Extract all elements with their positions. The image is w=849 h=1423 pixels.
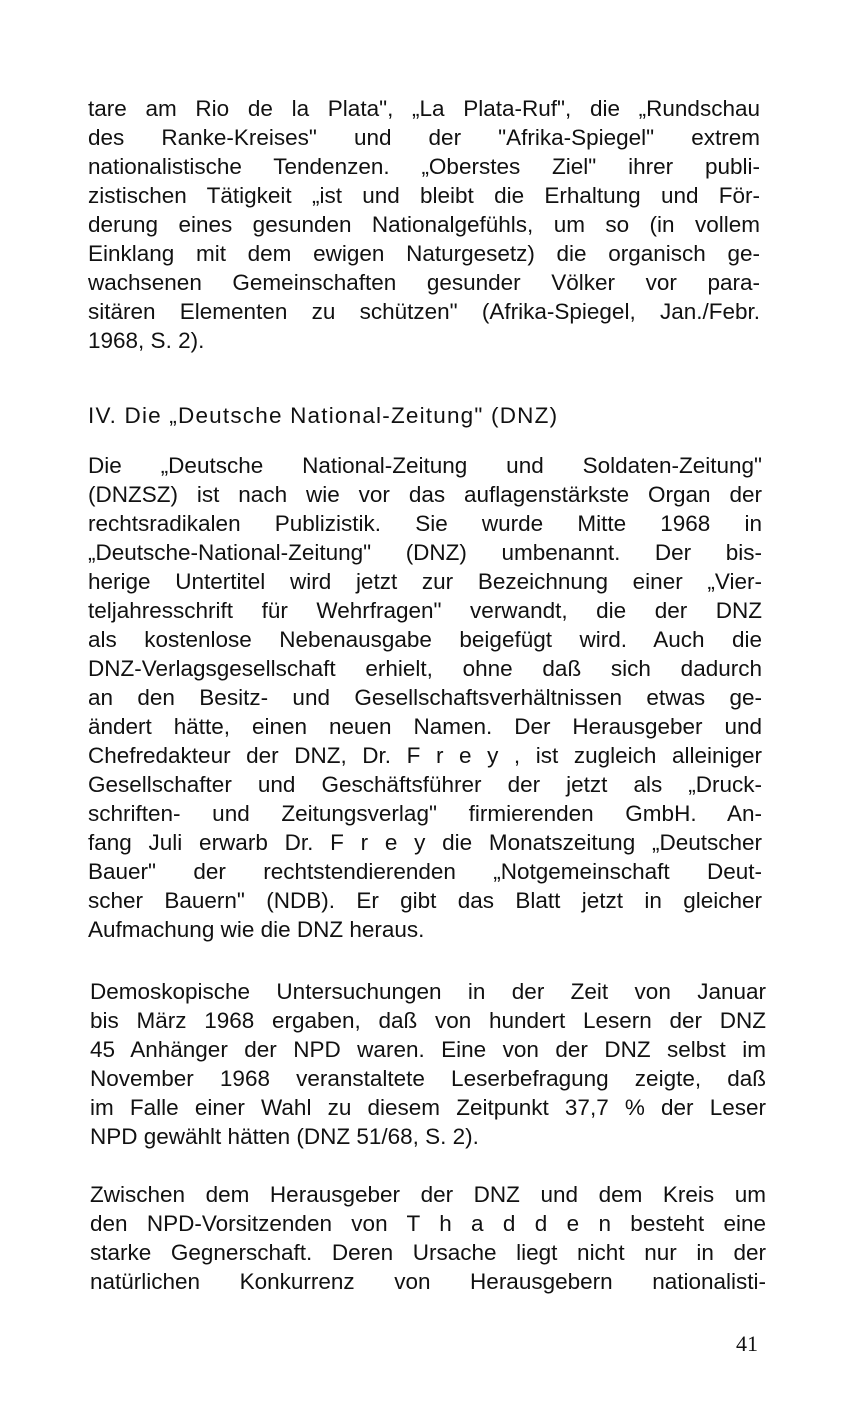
text-line: herige Untertitel wird jetzt zur Bezeichnung einer „Vier- (88, 569, 762, 594)
text-line: Demoskopische Untersuchungen in der Zeit von Januar (90, 979, 766, 1004)
text-line: des Ranke-Kreises" und der "Afrika-Spiegel" extrem (88, 125, 760, 150)
text-line: 45 Anhänger der NPD waren. Eine von der DNZ selbst im (90, 1037, 766, 1062)
text-line: sitären Elementen zu schützen" (Afrika-Spiegel, Jan./Febr. (88, 299, 760, 324)
text-line: bis März 1968 ergaben, daß von hundert Lesern der DNZ (90, 1008, 766, 1033)
section-heading: IV. Die „Deutsche National-Zeitung" (DNZ) (88, 403, 559, 428)
paragraph-1 (88, 94, 760, 355)
text-line: starke Gegnerschaft. Deren Ursache liegt nicht nur in der (90, 1240, 766, 1265)
text-line: Aufmachung wie die DNZ heraus. (88, 917, 425, 942)
text-line: Einklang mit dem ewigen Naturgesetz) die organisch ge- (88, 241, 760, 266)
text-line: DNZ-Verlagsgesellschaft erhielt, ohne daß sich dadurch (88, 656, 762, 681)
text-line: als kostenlose Nebenausgabe beigefügt wird. Auch die (88, 627, 762, 652)
text-line: Chefredakteur der DNZ, Dr. F r e y , ist zugleich alleiniger (88, 743, 762, 768)
text-line: schriften- und Zeitungsverlag" firmierenden GmbH. An- (88, 801, 762, 826)
text-line: (DNZSZ) ist nach wie vor das auflagenstärkste Organ der (88, 482, 762, 507)
page-number: 41 (736, 1331, 758, 1356)
paragraph-4 (90, 1180, 766, 1296)
paragraph-2 (88, 451, 762, 944)
text-line: derung eines gesunden Nationalgefühls, um so (in vollem (88, 212, 760, 237)
text-line: Gesellschafter und Geschäftsführer der jetzt als „Druck- (88, 772, 762, 797)
text-line: natürlichen Konkurrenz von Herausgebern nationalisti- (90, 1269, 766, 1294)
text-line: ändert hätte, einen neuen Namen. Der Herausgeber und (88, 714, 762, 739)
text-line: 1968, S. 2). (88, 328, 205, 353)
text-line: Bauer" der rechtstendierenden „Notgemeinschaft Deut- (88, 859, 762, 884)
paragraph-3 (90, 977, 766, 1151)
text-line: „Deutsche-National-Zeitung" (DNZ) umbenannt. Der bis- (88, 540, 762, 565)
text-line: NPD gewählt hätten (DNZ 51/68, S. 2). (90, 1124, 479, 1149)
text-line: fang Juli erwarb Dr. F r e y die Monatszeitung „Deutscher (88, 830, 762, 855)
text-line: scher Bauern" (NDB). Er gibt das Blatt jetzt in gleicher (88, 888, 762, 913)
text-line: November 1968 veranstaltete Leserbefragung zeigte, daß (90, 1066, 766, 1091)
text-line: teljahresschrift für Wehrfragen" verwandt, die der DNZ (88, 598, 762, 623)
text-line: tare am Rio de la Plata", „La Plata-Ruf", die „Rundschau (88, 96, 760, 121)
text-line: im Falle einer Wahl zu diesem Zeitpunkt 37,7 % der Leser (90, 1095, 766, 1120)
text-line: Die „Deutsche National-Zeitung und Soldaten-Zeitung" (88, 453, 762, 478)
text-line: den NPD-Vorsitzenden von T h a d d e n besteht eine (90, 1211, 766, 1236)
text-line: nationalistische Tendenzen. „Oberstes Ziel" ihrer publi- (88, 154, 760, 179)
text-line: Zwischen dem Herausgeber der DNZ und dem Kreis um (90, 1182, 766, 1207)
text-line: rechtsradikalen Publizistik. Sie wurde Mitte 1968 in (88, 511, 762, 536)
text-line: wachsenen Gemeinschaften gesunder Völker vor para- (88, 270, 760, 295)
text-line: an den Besitz- und Gesellschaftsverhältnissen etwas ge- (88, 685, 762, 710)
text-line: zistischen Tätigkeit „ist und bleibt die Erhaltung und För- (88, 183, 760, 208)
